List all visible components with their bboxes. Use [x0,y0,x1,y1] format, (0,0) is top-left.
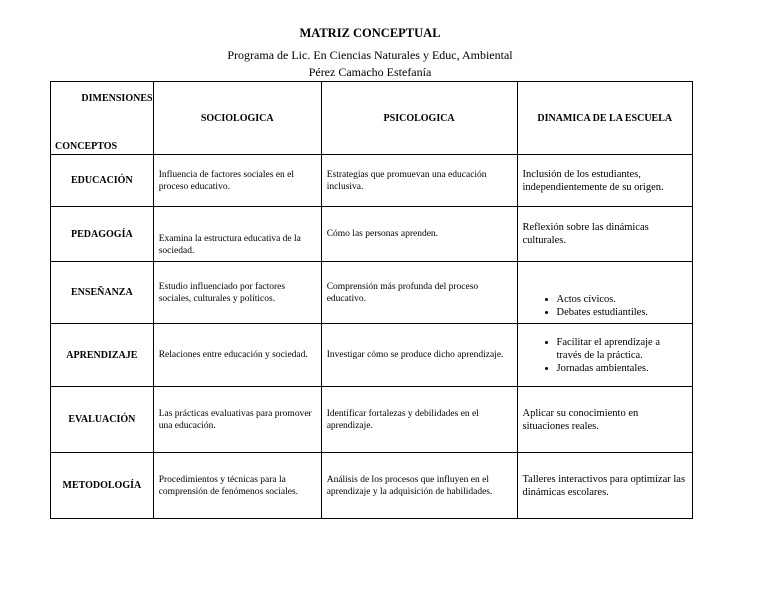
column-header-sociologica: SOCIOLOGICA [153,82,321,155]
list-item: • Jornadas ambientales. [557,362,688,375]
table-cell: Talleres interactivos para optimizar las dinámicas escolares. [517,453,693,519]
document-title: MATRIZ CONCEPTUAL [299,26,441,40]
list-item: • Debates estudiantiles. [557,306,688,319]
column-header-psicologica: PSICOLOGICA [321,82,517,155]
row-header-educacion: EDUCACIÓN [51,155,154,207]
corner-cell [51,82,154,155]
table-cell: Procedimientos y técnicas para la comprensión de fenómenos sociales. [153,453,321,519]
dimensions-label: DIMENSIONES [81,93,153,104]
row-header-evaluacion: EVALUACIÓN [51,387,154,453]
concept-matrix-table [50,81,693,519]
program-subtitle: Programa de Lic. En Ciencias Naturales y Educ, Ambiental [227,48,513,62]
concepts-label: CONCEPTOS [55,141,118,152]
table-row [51,207,693,262]
table-row [51,155,693,207]
column-header-dinamica: DINAMICA DE LA ESCUELA [517,82,693,155]
table-cell: Investigar cómo se produce dicho aprendizaje. [321,324,517,387]
list-item: • Facilitar el aprendizaje a través de la práctica. [557,336,688,362]
row-header-aprendizaje: APRENDIZAJE [51,324,154,387]
table-cell: Influencia de factores sociales en el proceso educativo. [153,155,321,207]
table-cell: Las prácticas evaluativas para promover una educación. [153,387,321,453]
table-cell: Inclusión de los estudiantes, independientemente de su origen. [517,155,693,207]
list-item: • Actos cívicos. [557,293,688,306]
table-cell: Cómo las personas aprenden. [321,207,517,262]
table-cell [517,262,693,324]
table-row [51,453,693,519]
table-cell: Análisis de los procesos que influyen en el aprendizaje y la adquisición de habilidades. [321,453,517,519]
table-cell: Examina la estructura educativa de la sociedad. [153,207,321,262]
table-cell: Relaciones entre educación y sociedad. [153,324,321,387]
bulleted-list [523,293,688,319]
table-row [51,324,693,387]
table-cell: Estrategias que promuevan una educación inclusiva. [321,155,517,207]
bulleted-list [523,336,688,375]
table-header-row [51,82,693,155]
table-cell [517,324,693,387]
table-cell: Estudio influenciado por factores sociales, culturales y políticos. [153,262,321,324]
table-row [51,387,693,453]
row-header-ensenanza: ENSEÑANZA [51,262,154,324]
table-cell: Identificar fortalezas y debilidades en el aprendizaje. [321,387,517,453]
table-cell: Aplicar su conocimiento en situaciones reales. [517,387,693,453]
table-row [51,262,693,324]
row-header-metodologia: METODOLOGÍA [51,453,154,519]
author-name: Pérez Camacho Estefanía [308,65,432,79]
table-cell: Comprensión más profunda del proceso educativo. [321,262,517,324]
row-header-pedagogia: PEDAGOGÍA [51,207,154,262]
table-cell: Reflexión sobre las dinámicas culturales. [517,207,693,262]
